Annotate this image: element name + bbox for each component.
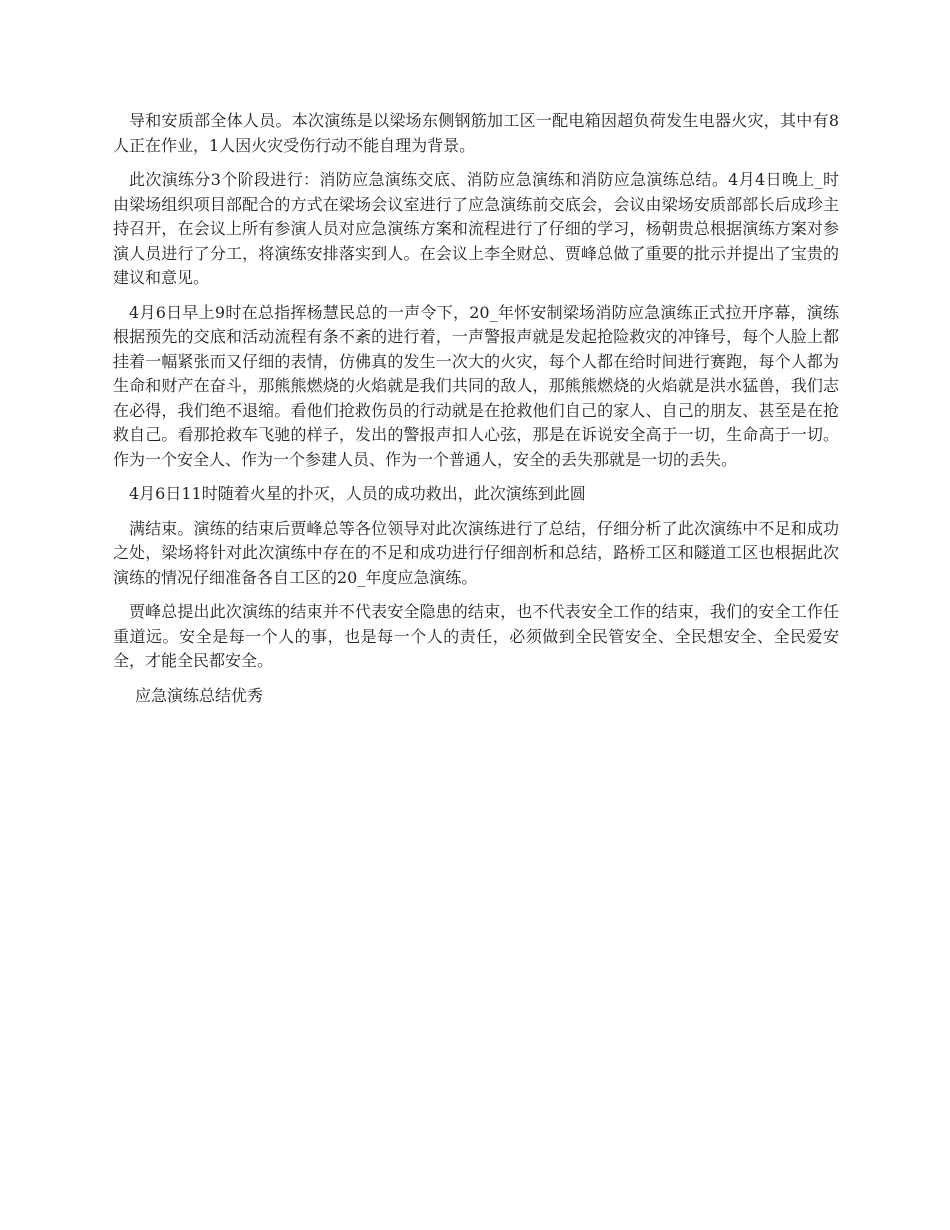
paragraph-conclusion: 贾峰总提出此次演练的结束并不代表安全隐患的结束，也不代表安全工作的结束，我们的安全工作任重道远。安全是每一个人的事，也是每一个人的责任，必须做到全民管安全、全民想安全、全民爱安全，才能全民都安全。 <box>113 602 839 670</box>
paragraph-drill-process: 4月6日早上9时在总指挥杨慧民总的一声令下，20_年怀安制梁场消防应急演练正式拉开序幕，演练根据预先的交底和活动流程有条不紊的进行着，一声警报声就是发起抢险救灾的冲锋号，每个人脸上都挂着一幅紧张而又仔细的表情，仿佛真的发生一次大的火灾，每个人都在给时间进行赛跑，每个人都为生命和财产在奋斗，那熊熊燃烧的火焰就是我们共同的敌人，那熊熊燃烧的火焰就是洪水猛兽，我们志在必得，我们绝不退缩。看他们抢救伤员的行动就是在抢救他们自己的家人、自己的朋友、甚至是在抢救自己。看那抢救车飞驰的样子，发出的警报声扣人心弦，那是在诉说安全高于一切，生命高于一切。作为一个安全人、作为一个参建人员、作为一个普通人，安全的丢失那就是一切的丢失。 <box>113 302 839 469</box>
document-body <box>113 109 839 718</box>
paragraph-intro: 导和安质部全体人员。本次演练是以梁场东侧钢筋加工区一配电箱因超负荷发生电器火灾，其中有8人正在作业，1人因火灾受伤行动不能自理为背景。 <box>113 111 839 155</box>
paragraph-summary: 满结束。演练的结束后贾峰总等各位领导对此次演练进行了总结，仔细分析了此次演练中不足和成功之处，梁场将针对此次演练中存在的不足和成功进行仔细剖析和总结，路桥工区和隧道工区也根据此次演练的情况仔细准备各自工区的20_年度应急演练。 <box>113 518 839 587</box>
section-heading: 应急演练总结优秀 <box>135 685 264 705</box>
paragraph-stages: 此次演练分3个阶段进行：消防应急演练交底、消防应急演练和消防应急演练总结。4月4日晚上_时由梁场组织项目部配合的方式在梁场会议室进行了应急演练前交底会，会议由梁场安质部部长后成珍主持召开，在会议上所有参演人员对应急演练方案和流程进行了仔细的学习，杨朝贵总根据演练方案对参演人员进行了分工，将演练安排落实到人。在会议上李全财总、贾峰总做了重要的批示并提出了宝贵的建议和意见。 <box>113 170 839 287</box>
paragraph-drill-end: 4月6日11时随着火星的扑灭，人员的成功救出，此次演练到此圆 <box>129 484 586 503</box>
